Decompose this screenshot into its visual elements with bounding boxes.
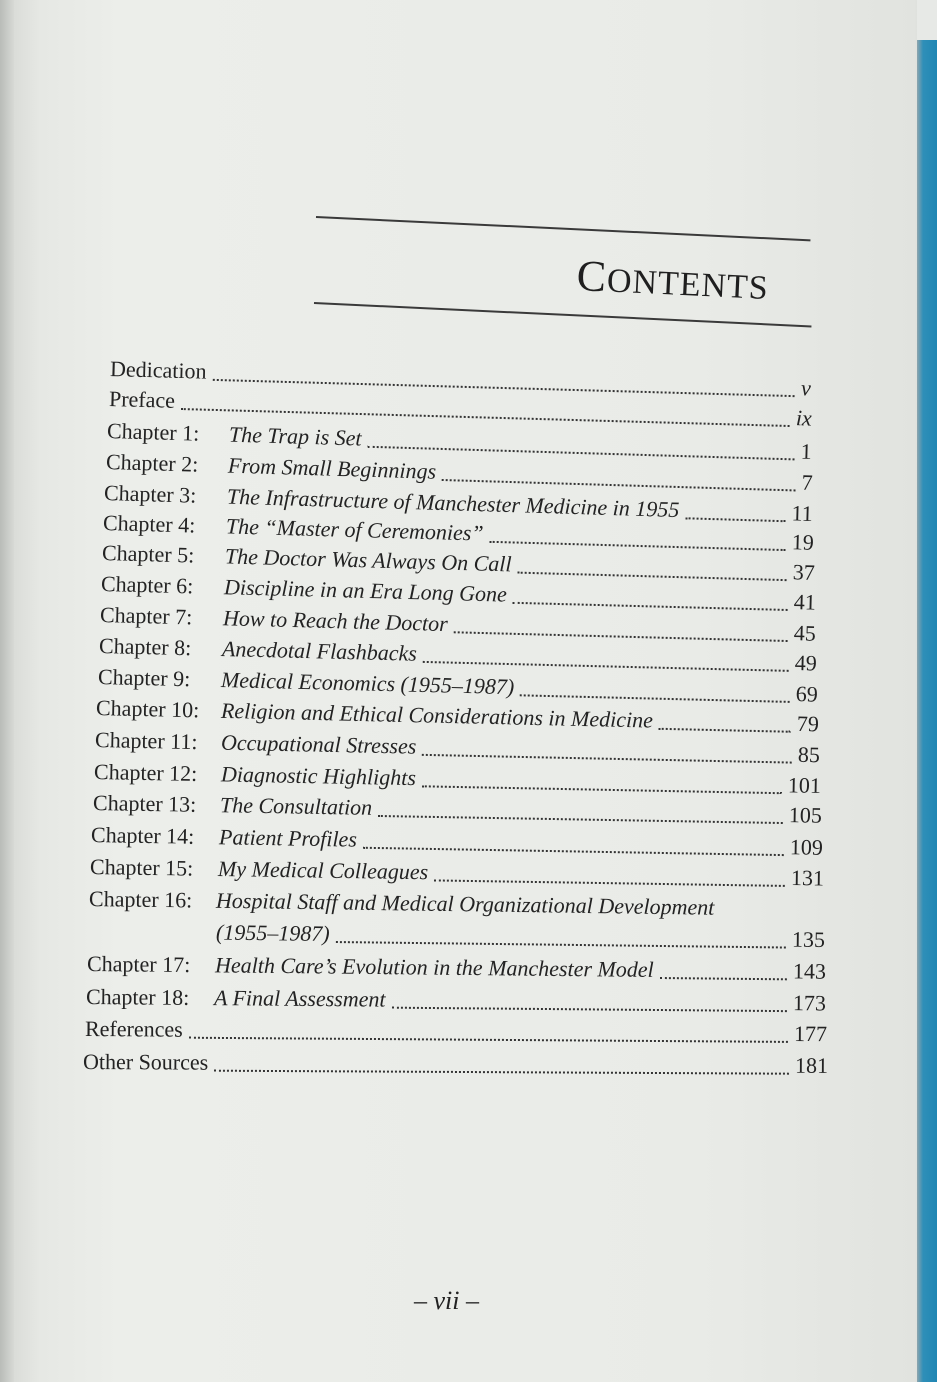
toc-entry-title: The “Master of Ceremonies” — [225, 513, 484, 546]
dot-leader — [434, 878, 785, 887]
toc-entry-label: Chapter 14: — [90, 822, 195, 849]
toc-page-number: 1 — [800, 438, 813, 464]
toc-page-number: 143 — [792, 958, 827, 984]
dot-leader — [454, 630, 788, 642]
toc-entry-title: Health Care’s Evolution in the Manchester Model — [214, 952, 654, 982]
toc-entry-title: Religion and Ethical Considerations in Medicine — [220, 697, 654, 733]
toc-page-number: 135 — [791, 926, 826, 952]
toc-entry-label: Chapter 7: — [99, 602, 193, 630]
toc-entry-title: A Final Assessment — [213, 985, 386, 1012]
toc-entry-label: Chapter 12: — [93, 759, 198, 786]
dot-leader — [189, 1036, 788, 1043]
dot-leader — [422, 784, 782, 794]
toc-entry-title: Patient Profiles — [218, 824, 358, 852]
toc-page-number: 177 — [793, 1020, 828, 1047]
toc-page-number: 11 — [791, 500, 814, 527]
toc-page-number: 69 — [795, 681, 819, 707]
toc-entry-label: Chapter 9: — [97, 664, 191, 692]
toc-page-number: ix — [795, 405, 813, 431]
toc-entry-title: The Trap is Set — [228, 421, 362, 451]
toc-page-number: 131 — [790, 865, 825, 891]
toc-entry-label: Chapter 4: — [102, 510, 196, 538]
toc-entry-title: My Medical Colleagues — [217, 856, 429, 885]
toc-entry-label: Chapter 8: — [98, 633, 192, 661]
dot-leader — [363, 846, 784, 856]
title-small-caps: ONTENTS — [606, 262, 770, 308]
dot-leader — [391, 1006, 786, 1012]
dot-leader — [513, 601, 788, 611]
toc-entry-label: Chapter 17: — [86, 951, 191, 978]
dot-leader — [520, 693, 790, 703]
dot-leader — [489, 540, 785, 551]
toc-entry-title: Discipline in an Era Long Gone — [223, 574, 508, 607]
toc-entry-label: Dedication — [109, 356, 207, 384]
page-number-footer: – vii – — [414, 1286, 479, 1315]
toc-page-number: 41 — [793, 589, 817, 615]
toc-entry-label — [89, 938, 216, 940]
dot-leader — [517, 571, 786, 582]
toc-page-number: 105 — [788, 802, 823, 828]
dot-leader — [336, 940, 786, 949]
toc-entry-title: The Infrastructure of Manchester Medicine in 1955 — [226, 483, 680, 523]
toc-entry-title: Hospital Staff and Medical Organizational Development — [215, 887, 715, 920]
toc-page-number: 79 — [796, 710, 820, 737]
toc-entry-title: Diagnostic Highlights — [220, 761, 417, 791]
toc-page-number: 19 — [791, 529, 815, 555]
toc-entry-label: Chapter 16: — [88, 886, 193, 913]
dot-leader — [685, 516, 785, 522]
toc-page-number: 181 — [794, 1052, 829, 1078]
toc-entry-label: Preface — [108, 386, 176, 413]
toc-entry — [83, 1049, 828, 1083]
toc-entry-label: Chapter 11: — [94, 727, 198, 755]
toc-entry-title: The Consultation — [219, 792, 373, 820]
dot-leader — [378, 814, 783, 824]
toc-page-number: 49 — [794, 650, 818, 676]
toc-page-number: v — [800, 375, 812, 401]
toc-entry-label: Chapter 6: — [100, 571, 194, 599]
toc-entry-title: Occupational Stresses — [220, 729, 417, 759]
toc-entry-title: Anecdotal Flashbacks — [221, 636, 418, 666]
toc-entry — [86, 984, 826, 1020]
toc-page-number: 173 — [792, 990, 827, 1016]
toc-entry-label: Chapter 13: — [92, 790, 197, 817]
toc-entry-label: Chapter 3: — [103, 480, 197, 508]
title-initial: C — [575, 250, 609, 302]
toc-entry — [87, 951, 826, 989]
toc-entry-label: Chapter 10: — [95, 695, 200, 723]
toc-entry-title: Medical Economics (1955–1987) — [220, 667, 515, 700]
dot-leader — [660, 976, 787, 980]
dot-leader — [423, 660, 789, 672]
toc-entry-title: The Doctor Was Always On Call — [224, 543, 512, 577]
toc-entry-title: How to Reach the Doctor — [222, 605, 449, 637]
toc-entry — [85, 1016, 827, 1051]
toc-page-number: 101 — [787, 772, 822, 798]
toc-entry-label: Chapter 5: — [101, 540, 195, 568]
toc-page-number: 7 — [801, 469, 814, 495]
dot-leader — [214, 1069, 789, 1075]
toc-entry-label: Chapter 15: — [89, 854, 194, 881]
toc-entry-title: (1955–1987) — [215, 919, 330, 946]
toc-page-number: 109 — [789, 834, 824, 860]
toc-entry-label: Chapter 2: — [105, 449, 199, 477]
toc-entry-label: Chapter 18: — [85, 984, 190, 1010]
toc-entry-label: References — [84, 1016, 183, 1042]
toc-page-number: 37 — [792, 559, 816, 585]
toc-entry-label: Other Sources — [82, 1049, 209, 1075]
dot-leader — [422, 753, 792, 764]
toc-page-number: 45 — [793, 620, 817, 646]
toc-entry-label: Chapter 1: — [106, 418, 200, 446]
dot-leader — [659, 727, 791, 733]
dot-leader — [442, 478, 796, 491]
toc-entry-title: From Small Beginnings — [227, 452, 437, 484]
toc-page-number: 85 — [797, 741, 821, 768]
